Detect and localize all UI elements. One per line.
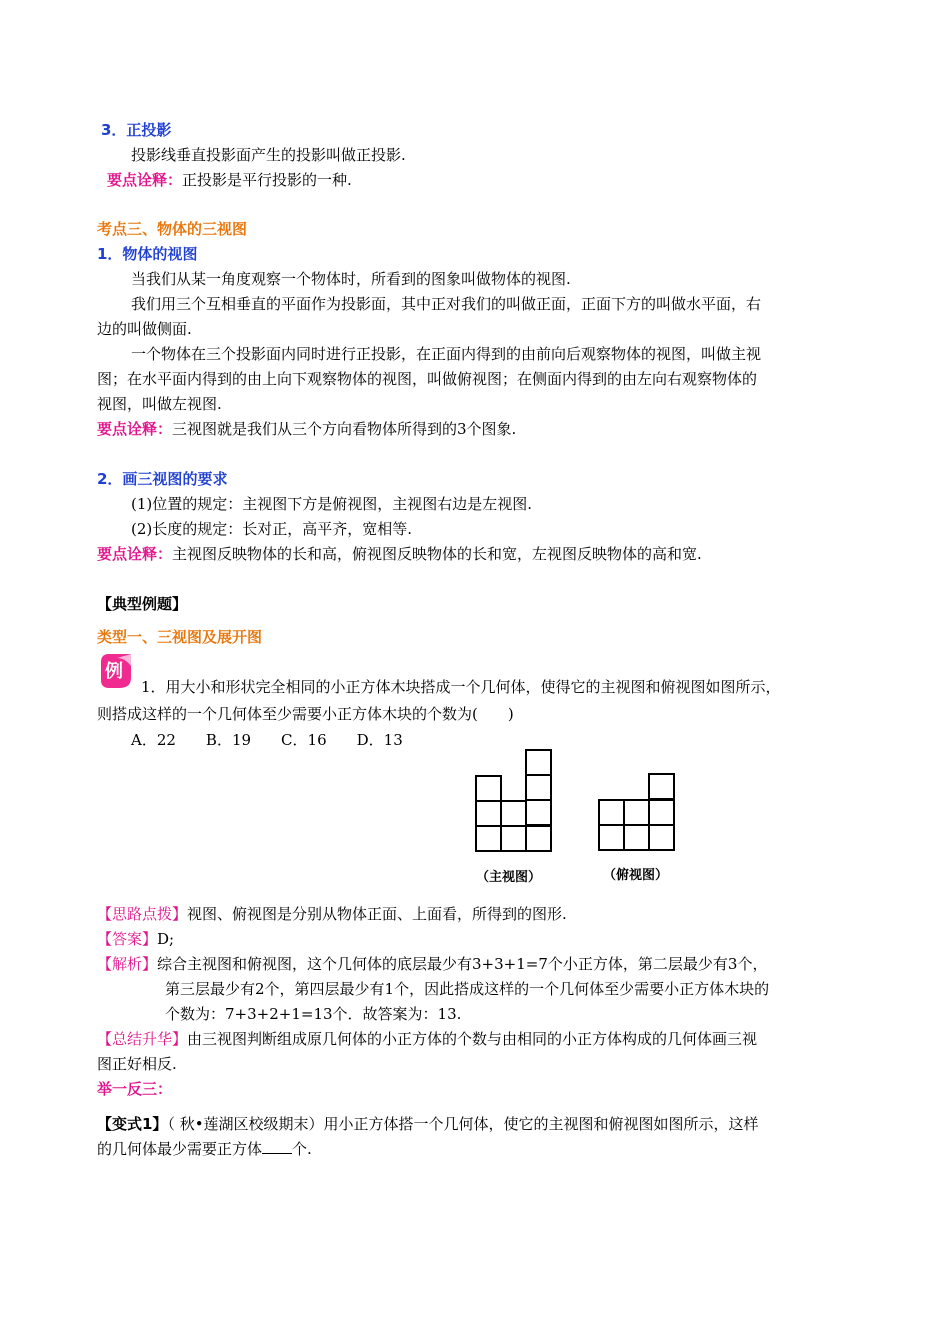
- answer-options: [131, 730, 403, 750]
- question-line: 1．用大小和形状完全相同的小正方体木块搭成一个几何体，使得它的主视图和俯视图如图所示，: [141, 678, 781, 696]
- section-3-definition: 投影线垂直投影面产生的投影叫做正投影.: [131, 146, 406, 164]
- hint-text: 视图、俯视图是分别从物体正面、上面看，所得到的图形.: [187, 905, 567, 923]
- variant-label: 【变式1】: [97, 1115, 168, 1133]
- front-view-figure: [474, 748, 554, 854]
- analysis: [97, 954, 767, 974]
- paragraph: 一个物体在三个投影面内同时进行正投影，在正面内得到的由前向后观察物体的视图，叫做主视: [131, 345, 762, 363]
- note-label: 要点诠释：: [107, 171, 183, 189]
- subsection-1-title: 1．物体的视图: [97, 245, 198, 263]
- rule-2: (2)长度的规定：长对正，高平齐，宽相等.: [131, 520, 413, 538]
- answer-label: 【答案】: [97, 930, 158, 948]
- answer-text: D;: [157, 930, 175, 948]
- summary-text: 由三视图判断组成原几何体的小正方体的个数与由相同的小正方体构成的几何体画三视: [187, 1030, 758, 1048]
- variant-1: [97, 1114, 759, 1134]
- badge-label: 例: [105, 661, 123, 682]
- note-text: 主视图反映物体的长和高，俯视图反映物体的长和宽，左视图反映物体的高和宽.: [172, 545, 702, 563]
- practice-heading: 举一反三：: [97, 1080, 173, 1098]
- analysis-line: 个数为：7+3+2+1=13个．故答案为：13.: [165, 1005, 462, 1023]
- analysis-text: 综合主视图和俯视图，这个几何体的底层最少有3+3+1=7个小正方体，第二层最少有3个，: [157, 955, 768, 973]
- paragraph: 当我们从某一角度观察一个物体时，所看到的图象叫做物体的视图.: [131, 270, 571, 288]
- type-1-title: 类型一、三视图及展开图: [97, 628, 263, 646]
- example-badge-icon: [97, 652, 135, 690]
- keypoint-3-title: 考点三、物体的三视图: [97, 220, 248, 238]
- option-c[interactable]: C．16: [281, 731, 327, 749]
- subsection-2-title: 2．画三视图的要求: [97, 470, 228, 488]
- note-text: 正投影是平行投影的一种.: [182, 171, 352, 189]
- note-label: 要点诠释：: [97, 420, 173, 438]
- paragraph: 我们用三个互相垂直的平面作为投影面，其中正对我们的叫做正面，正面下方的叫做水平面，右: [131, 295, 762, 313]
- note-text: 三视图就是我们从三个方向看物体所得到的3个图象.: [172, 420, 517, 438]
- hint: [97, 904, 567, 924]
- note: [97, 544, 702, 564]
- question-line: 则搭成这样的一个几何体至少需要小正方体木块的个数为( ): [97, 705, 514, 723]
- examples-heading: 【典型例题】: [97, 595, 188, 613]
- option-d[interactable]: D．13: [356, 731, 403, 749]
- summary-line: 图正好相反.: [97, 1055, 177, 1073]
- hint-label: 【思路点拨】: [97, 905, 188, 923]
- paragraph: 图；在水平面内得到的由上向下观察物体的视图，叫做俯视图；在侧面内得到的由左向右观察物体的: [97, 370, 758, 388]
- analysis-label: 【解析】: [97, 955, 158, 973]
- note: [97, 419, 516, 439]
- summary-label: 【总结升华】: [97, 1030, 188, 1048]
- analysis-line: 第三层最少有2个，第四层最少有1个，因此搭成这样的一个几何体至少需要小正方体木块的: [165, 980, 770, 998]
- section-3-title: 3．正投影: [101, 121, 172, 139]
- answer-blank[interactable]: [262, 1139, 292, 1154]
- front-view-caption: （主视图）: [476, 870, 542, 885]
- rule-1: (1)位置的规定：主视图下方是俯视图，主视图右边是左视图.: [131, 495, 533, 513]
- top-view-figure: [597, 772, 677, 854]
- option-a[interactable]: A．22: [131, 731, 176, 749]
- paragraph: 视图，叫做左视图.: [97, 395, 222, 413]
- section-3-note: [107, 170, 352, 190]
- note-label: 要点诠释：: [97, 545, 173, 563]
- variant-text: （ 秋•莲湖区校级期末）用小正方体搭一个几何体，使它的主视图和俯视图如图所示，这样: [167, 1115, 759, 1133]
- summary: [97, 1029, 757, 1049]
- answer: [97, 929, 174, 949]
- variant-1-line: 的几何体最少需要正方体 个.: [97, 1140, 312, 1158]
- paragraph: 边的叫做侧面.: [97, 320, 192, 338]
- top-view-caption: （俯视图）: [603, 868, 669, 883]
- option-b[interactable]: B．19: [205, 731, 252, 749]
